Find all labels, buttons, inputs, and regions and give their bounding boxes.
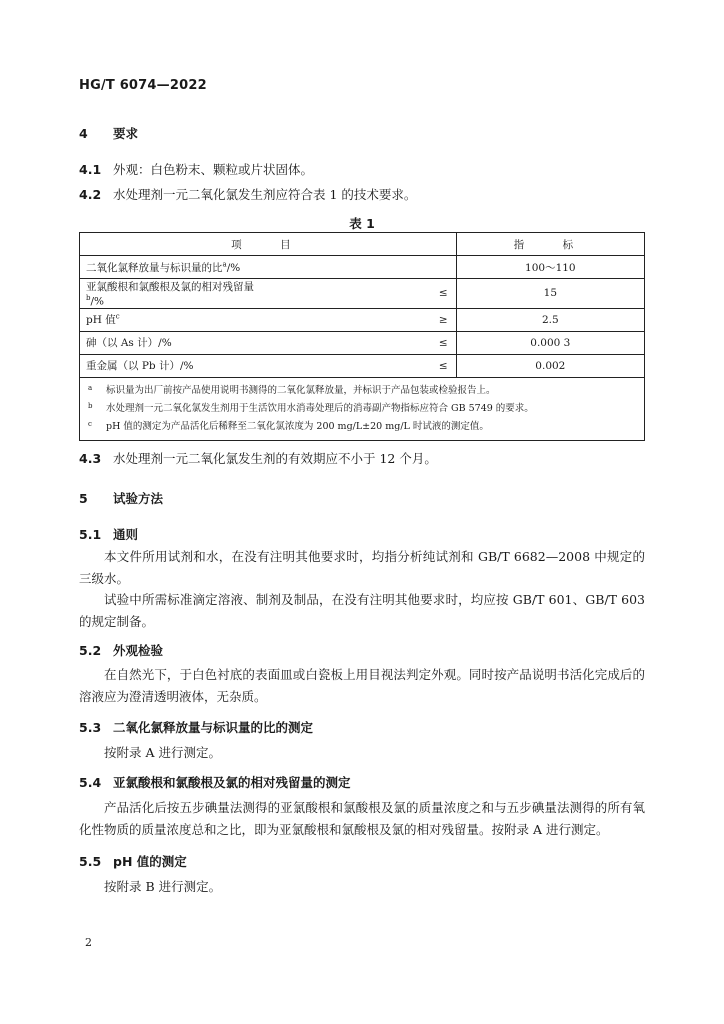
table-row — [80, 256, 645, 279]
clause-5-2-paragraph: 在自然光下，于白色衬底的表面皿或白瓷板上用目视法判定外观。同时按产品说明书活化完成后的溶液应为澄清透明液体，无杂质。 — [79, 667, 645, 704]
section-4-heading — [79, 124, 138, 142]
clause-4-2-number: 4.2 — [79, 187, 102, 202]
table-header-item: 项 目 — [80, 233, 457, 256]
table-notes — [80, 377, 645, 440]
table-row-operator: ≤ — [268, 354, 456, 377]
table-row-value: 100～110 — [456, 256, 644, 279]
standard-code: HG/T 6074—2022 — [79, 78, 207, 93]
table-row — [80, 279, 645, 309]
clause-4-1 — [79, 159, 313, 181]
section-4-number: 4 — [79, 126, 88, 141]
table-row-value: 15 — [456, 279, 644, 309]
table-row-operator: ≤ — [268, 331, 456, 354]
section-5-number: 5 — [79, 491, 88, 506]
table-1-caption: 表 1 — [349, 216, 375, 231]
clause-4-2-text: 水处理剂一元二氧化氯发生剂应符合表 1 的技术要求。 — [113, 187, 417, 202]
clause-5-3-heading: 5.3 二氧化氯释放量与标识量的比的测定 — [79, 720, 314, 735]
clause-4-2 — [79, 184, 416, 206]
clause-5-5-paragraph: 按附录 B 进行测定。 — [104, 879, 222, 894]
clause-5-4-heading: 5.4 亚氯酸根和氯酸根及氯的相对残留量的测定 — [79, 775, 351, 790]
table-note: a 标识量为出厂前按产品使用说明书测得的二氧化氯释放量，并标识于产品包装或检验报告上。 — [88, 383, 496, 396]
clause-5-4-paragraph: 产品活化后按五步碘量法测得的亚氯酸根和氯酸根及氯的质量浓度之和与五步碘量法测得的所有氧化性物质的质量浓度总和之比，即为亚氯酸根和氯酸根及氯的相对残留量。按附录 A 进行测定。 — [79, 800, 645, 837]
table-row-operator: ≥ — [268, 308, 456, 331]
table-note: c pH 值的测定为产品活化后稀释至二氧化氯浓度为 200 mg/L±20 mg/L 时试液的测定值。 — [88, 419, 489, 432]
clause-5-5-heading: 5.5 pH 值的测定 — [79, 854, 187, 869]
table-row-item: 亚氯酸根和氯酸根及氯的相对残留量$^b$/% — [80, 279, 268, 309]
spec-table — [79, 232, 645, 441]
table-row-item: pH 值$^c$ — [80, 308, 268, 331]
page-number: 2 — [85, 936, 92, 949]
table-row — [80, 354, 645, 377]
clause-5-3-paragraph: 按附录 A 进行测定。 — [104, 745, 221, 760]
table-row-item: 重金属（以 Pb 计）/% — [80, 354, 268, 377]
table-row-operator: ≤ — [268, 279, 456, 309]
table-row-item: 砷（以 As 计）/% — [80, 331, 268, 354]
table-row-value: 0.002 — [456, 354, 644, 377]
table-header-row — [80, 233, 645, 256]
table-row-value: 0.000 3 — [456, 331, 644, 354]
table-note: b 水处理剂一元二氧化氯发生剂用于生活饮用水消毒处理后的消毒副产物指标应符合 GB 5749 的要求。 — [88, 401, 534, 414]
table-row — [80, 308, 645, 331]
clause-4-1-text: 外观：白色粉末、颗粒或片状固体。 — [113, 162, 314, 177]
clause-5-2-heading: 5.2 外观检验 — [79, 643, 164, 658]
table-header-value: 指 标 — [456, 233, 644, 256]
clause-5-1-heading: 5.1 通则 — [79, 527, 139, 542]
section-5-title: 试验方法 — [113, 491, 164, 506]
clause-4-1-number: 4.1 — [79, 162, 102, 177]
clause-5-1-paragraph-2: 试验中所需标准滴定溶液、制剂及制品，在没有注明其他要求时，均应按 GB/T 601、GB/T 603 的规定制备。 — [79, 592, 645, 629]
clause-4-3-number: 4.3 — [79, 451, 102, 466]
clause-4-3 — [79, 448, 437, 470]
table-row — [80, 331, 645, 354]
section-5-heading — [79, 489, 163, 507]
table-row-item: 二氧化氯释放量与标识量的比$^a$/% — [80, 256, 457, 279]
section-4-title: 要求 — [113, 126, 139, 141]
clause-5-1-paragraph-1: 本文件所用试剂和水，在没有注明其他要求时，均指分析纯试剂和 GB/T 6682—2008 中规定的三级水。 — [79, 549, 645, 586]
table-notes-row — [80, 377, 645, 440]
clause-4-3-text: 水处理剂一元二氧化氯发生剂的有效期应不小于 12 个月。 — [113, 451, 437, 466]
table-row-value: 2.5 — [456, 308, 644, 331]
